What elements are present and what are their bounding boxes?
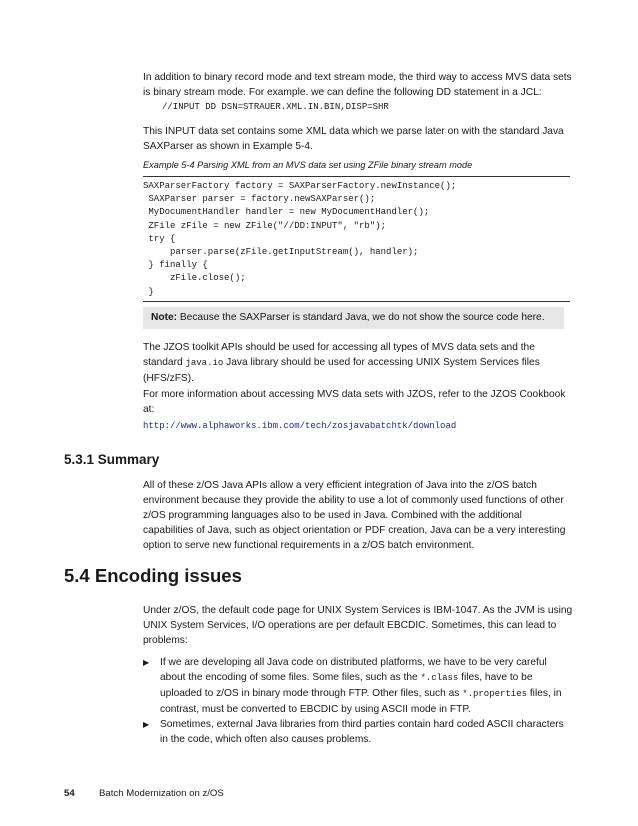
paragraph-jzos-apis <box>143 340 573 386</box>
code-line: try { <box>143 233 176 244</box>
code-line: ZFile zFile = new ZFile("//DD:INPUT", "rb"); <box>143 220 387 231</box>
text-run: files, in contrast, must be converted to EBCDIC by using ASCII mode in FTP. <box>160 688 562 715</box>
text-run: files, have to be uploaded to z/OS in binary mode through FTP. Other files, such as <box>160 672 533 699</box>
paragraph-more-info: For more information about accessing MVS data sets with JZOS, refer to the JZOS Cookbook at: <box>143 389 566 415</box>
text-run: If we are developing all Java code on distributed platforms, we have to be very careful about the encoding of some files. Some files, such as the <box>160 657 547 683</box>
paragraph-encoding-intro: Under z/OS, the default code page for UNIX System Services is IBM-1047. As the JVM is using UNIX System Services, I/O operations are per default EBCDIC. Sometimes, this can lead to problems: <box>143 605 573 646</box>
example-caption: Example 5-4 Parsing XML from an MVS data set using ZFile binary stream mode <box>143 160 473 170</box>
paragraph-summary: All of these z/OS Java APIs allow a very efficient integration of Java into the z/OS batch environment because they provide the ability to use a lot of commonly used functions of other z/OS programming languages also to be used in Java. Combined with the additional capabilities of Java, such as object orientation or PDF creation, Java can be a very interesting option to serve new functional requirements in a z/OS batch environment. <box>143 480 566 551</box>
text-run: Java library should be used for accessing UNIX System Services files (HFS/zFS). <box>143 357 540 384</box>
text-run: Sometimes, external Java libraries from third parties contain hard coded ASCII characters in the code, which often also causes problems. <box>160 719 564 745</box>
paragraph-input-dataset: This INPUT data set contains some XML data which we parse later on with the standard Java SAXParser as shown in Example 5-4. <box>143 126 564 152</box>
code-line: parser.parse(zFile.getInputStream(), handler); <box>143 247 419 258</box>
code-line: SAXParserFactory factory = SAXParserFactory.newInstance(); <box>143 181 457 191</box>
inline-code: *.properties <box>462 689 528 699</box>
note-label: Note: <box>151 312 178 323</box>
text-run: The JZOS toolkit APIs should be used for accessing all types of MVS data sets and the standard <box>143 342 535 368</box>
section-heading-summary: 5.3.1 Summary <box>64 452 160 467</box>
code-example-block <box>143 176 570 302</box>
inline-code: java.io <box>185 358 224 368</box>
jzos-download-link[interactable]: http://www.alphaworks.ibm.com/tech/zosjavabatchtk/download <box>143 421 457 431</box>
section-heading-encoding: 5.4 Encoding issues <box>64 565 242 586</box>
list-item <box>143 717 573 747</box>
code-line: SAXParser parser = factory.newSAXParser(); <box>143 194 376 205</box>
code-line: zFile.close(); <box>143 273 246 284</box>
inline-code: *.class <box>420 673 459 683</box>
code-line: } finally { <box>143 260 208 271</box>
book-title: Batch Modernization on z/OS <box>99 788 224 799</box>
bullet-arrow-icon: ▶ <box>143 720 150 729</box>
list-item <box>143 655 573 717</box>
code-line: } <box>143 286 154 297</box>
page-number: 54 <box>64 788 75 799</box>
dd-statement-code: //INPUT DD DSN=STRAUER.XML.IN.BIN,DISP=SHR <box>162 102 389 112</box>
note-text: Because the SAXParser is standard Java, we do not show the source code here. <box>177 312 545 323</box>
bullet-arrow-icon: ▶ <box>143 658 150 667</box>
code-line: MyDocumentHandler handler = new MyDocumentHandler(); <box>143 207 430 218</box>
note-box <box>143 307 564 329</box>
paragraph-binary-stream-intro: In addition to binary record mode and text stream mode, the third way to access MVS data sets is binary stream mode. For example. we can define the following DD statement in a JCL: <box>143 72 572 98</box>
